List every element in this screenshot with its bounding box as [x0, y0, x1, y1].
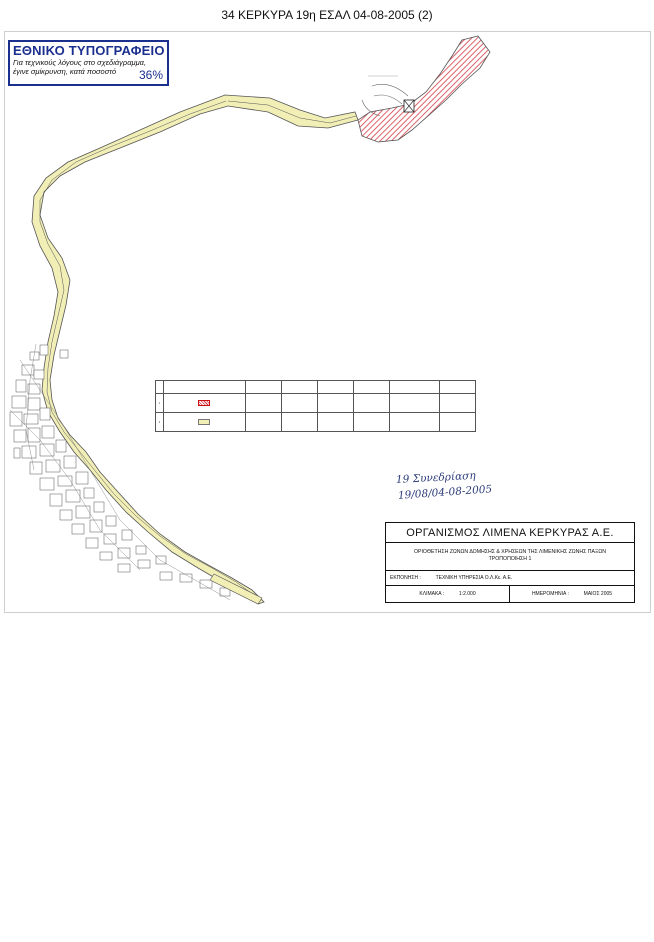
quay-extension	[210, 574, 262, 604]
handwritten-line-1: 19 Συνεδρίαση	[395, 469, 476, 486]
legend-header-cell	[246, 381, 282, 394]
hatched-zone-swatch	[198, 400, 210, 406]
zone-legend-table	[155, 380, 476, 432]
organization-name: ΟΡΓΑΝΙΣΜΟΣ ΛΙΜΕΝΑ ΚΕΡΚΥΡΑΣ Α.Ε.	[386, 523, 634, 543]
legend-cell	[318, 394, 354, 413]
scale-label: ΚΛΙΜΑΚΑ :	[419, 591, 445, 597]
drawing-title-block	[385, 522, 635, 603]
coastal-road-line	[40, 101, 356, 598]
date-value: ΜΑΙΟΣ 2005	[583, 591, 613, 597]
legend-cell	[318, 413, 354, 432]
scale-date-row	[386, 586, 634, 602]
legend-cell	[390, 394, 440, 413]
legend-row	[156, 413, 476, 432]
legend-cell	[282, 394, 318, 413]
legend-header-cell	[164, 381, 246, 394]
handwritten-line-2: 19/08/04-08-2005	[397, 483, 493, 502]
prepared-by-label: ΕΚΠΟΝΗΣΗ :	[390, 575, 421, 581]
legend-header-cell	[440, 381, 476, 394]
subject-line-2: ΤΡΟΠΟΠΟΙΗΣΗ 1	[488, 556, 532, 562]
legend-header-cell	[282, 381, 318, 394]
drawing-subject	[386, 543, 634, 571]
stamp-reduction-percent: 36%	[138, 68, 163, 82]
date-label: ΗΜΕΡΟΜΗΝΙΑ :	[531, 591, 569, 597]
legend-swatch-cell	[164, 413, 246, 432]
legend-header-cell	[156, 381, 164, 394]
legend-header-cell	[318, 381, 354, 394]
subject-line-1: ΟΡΙΟΘΕΤΗΣΗ ΖΩΝΩΝ ΔΟΜΗΣΗΣ & ΧΡΗΣΕΩΝ ΤΗΣ ΛΙΜΕΝΙΚΗΣ ΖΩΝΗΣ ΠΑΞΩΝ	[413, 549, 606, 555]
beige-zone-swatch	[198, 419, 210, 425]
legend-header-cell	[354, 381, 390, 394]
page-header-title: 34 ΚΕΡΚΥΡΑ 19η ΕΣΑΛ 04-08-2005 (2)	[221, 8, 433, 22]
legend-cell	[440, 413, 476, 432]
legend-cell	[354, 413, 390, 432]
legend-swatch-cell	[164, 394, 246, 413]
legend-cell	[246, 394, 282, 413]
legend-row	[156, 394, 476, 413]
stamp-note-line-2: έγινε σμίκρυνση, κατά ποσοστό	[13, 67, 117, 76]
legend-row-number: 2	[156, 413, 164, 432]
legend-cell	[354, 394, 390, 413]
legend-header-row	[156, 381, 476, 394]
national-printing-office-stamp	[8, 40, 169, 86]
legend-header-cell	[390, 381, 440, 394]
legend-cell	[440, 394, 476, 413]
legend-row-number: 1	[156, 394, 164, 413]
prepared-by-value: ΤΕΧΝΙΚΗ ΥΠΗΡΕΣΙΑ Ο.Λ.Κε. Α.Ε.	[435, 575, 513, 581]
prepared-by-row	[386, 571, 634, 586]
stamp-title: ΕΘΝΙΚΟ ΤΥΠΟΓΡΑΦΕΙΟ	[13, 43, 165, 58]
date-cell	[510, 586, 634, 602]
scale-cell	[386, 586, 510, 602]
handwritten-session-note	[395, 469, 516, 504]
legend-cell	[246, 413, 282, 432]
scale-value: 1:2.000	[458, 591, 476, 597]
stamp-note-line-1: Για τεχνικούς λόγους στο σχεδιάγραμμα,	[13, 58, 147, 67]
port-zone-hatched	[358, 36, 490, 142]
legend-cell	[390, 413, 440, 432]
legend-cell	[282, 413, 318, 432]
